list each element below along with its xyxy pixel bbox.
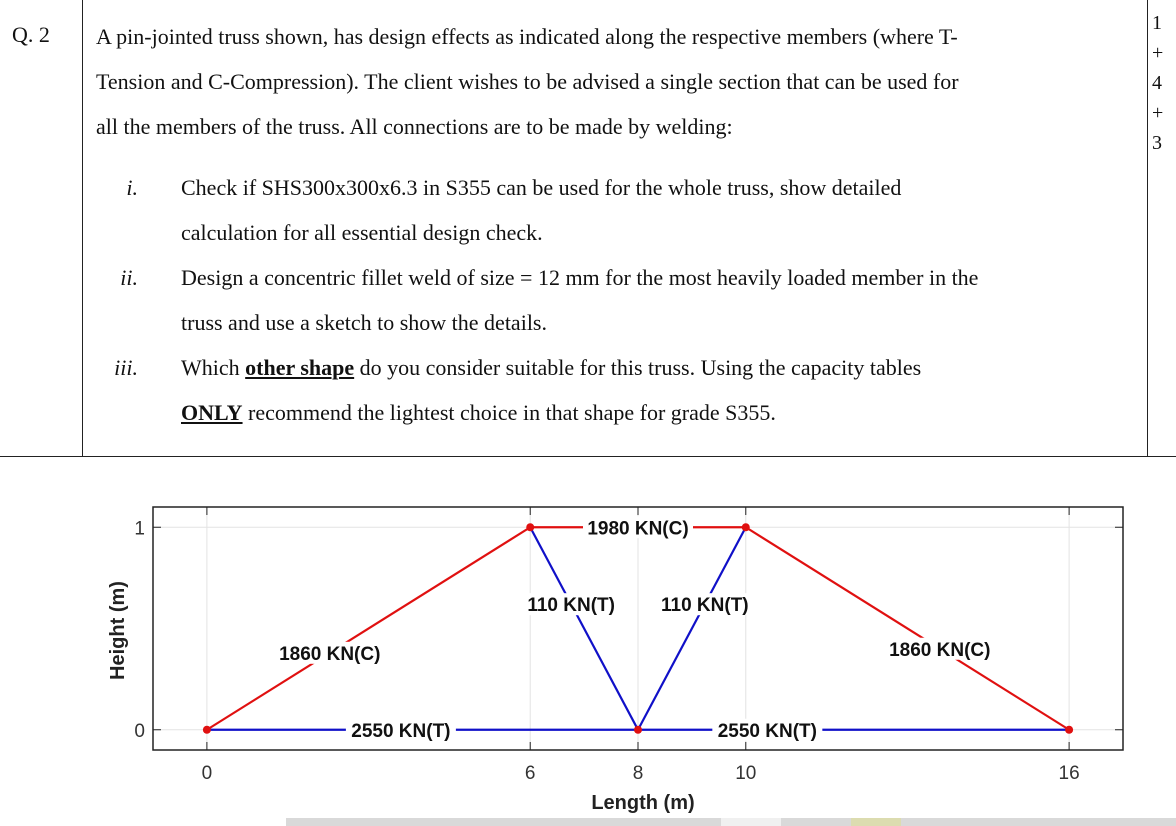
x-tick-label: 10 (735, 763, 757, 784)
x-axis-label: Length (m) (591, 792, 695, 814)
marks-entry: + (1152, 42, 1164, 64)
emphasis-text: ONLY (181, 400, 243, 425)
table-divider (82, 0, 83, 457)
member-label: 1860 KN(C) (279, 643, 381, 665)
member-label: 110 KN(T) (527, 595, 615, 617)
table-divider (1147, 0, 1148, 457)
x-tick-label: 0 (201, 763, 213, 784)
marks-column (1152, 8, 1176, 158)
truss-node (526, 523, 534, 531)
x-tick-label: 16 (1058, 763, 1080, 784)
intro-line: Tension and C-Compression). The client wishes to be advised a single section that can be used for (96, 69, 959, 94)
truss-node (634, 726, 642, 734)
question-intro (96, 14, 1136, 149)
text-run: do you consider suitable for this truss. Using the capacity tables (354, 355, 922, 380)
x-tick-label: 6 (524, 763, 536, 784)
member-label: 1980 KN(C) (587, 518, 689, 540)
sub-question-line: calculation for all essential design check. (181, 220, 543, 245)
truss-node (742, 523, 750, 531)
text-run: Which (181, 355, 246, 380)
sub-question-text (181, 255, 1135, 345)
scrollbar-segment (721, 818, 781, 826)
truss-chart (0, 470, 1176, 815)
marks-entry: 4 (1152, 72, 1162, 94)
table-bottom-border (0, 456, 1176, 457)
sub-question-text (181, 345, 1135, 435)
scrollbar-segment (851, 818, 901, 826)
sub-question-numeral: i. (126, 175, 138, 200)
emphasis-text: other shape (245, 355, 355, 380)
sub-question-numeral: iii. (114, 355, 138, 380)
member-label: 2550 KN(T) (717, 720, 817, 742)
y-tick-label: 1 (134, 518, 145, 540)
intro-line: A pin-jointed truss shown, has design effects as indicated along the respective members (where T- (96, 24, 958, 49)
member-label: 1860 KN(C) (889, 639, 991, 661)
text-run: recommend the lightest choice in that shape for grade S355. (242, 400, 776, 425)
x-tick-label: 8 (632, 763, 644, 784)
sub-question-numeral: ii. (120, 265, 138, 290)
sub-question-text (181, 165, 1135, 255)
sub-question-line (181, 345, 1135, 390)
sub-question-line (181, 390, 1135, 435)
question-number: Q. 2 (12, 22, 50, 47)
sub-question-line: Check if SHS300x300x6.3 in S355 can be used for the whole truss, show detailed (181, 175, 902, 200)
truss-node (1065, 726, 1073, 734)
member-label: 110 KN(T) (661, 595, 749, 617)
truss-node (203, 726, 211, 734)
y-axis-label: Height (m) (107, 581, 129, 680)
sub-question-line: Design a concentric fillet weld of size = 12 mm for the most heavily loaded member in the (181, 265, 979, 290)
page-scrollbar[interactable] (286, 818, 1176, 826)
y-tick-label: 0 (134, 720, 145, 742)
intro-line: all the members of the truss. All connections are to be made by welding: (96, 114, 733, 139)
sub-question-line: truss and use a sketch to show the details. (181, 310, 547, 335)
marks-entry: 3 (1152, 132, 1162, 154)
marks-entry: 1 (1152, 12, 1162, 34)
marks-entry: + (1152, 102, 1164, 124)
member-label: 2550 KN(T) (351, 720, 451, 742)
